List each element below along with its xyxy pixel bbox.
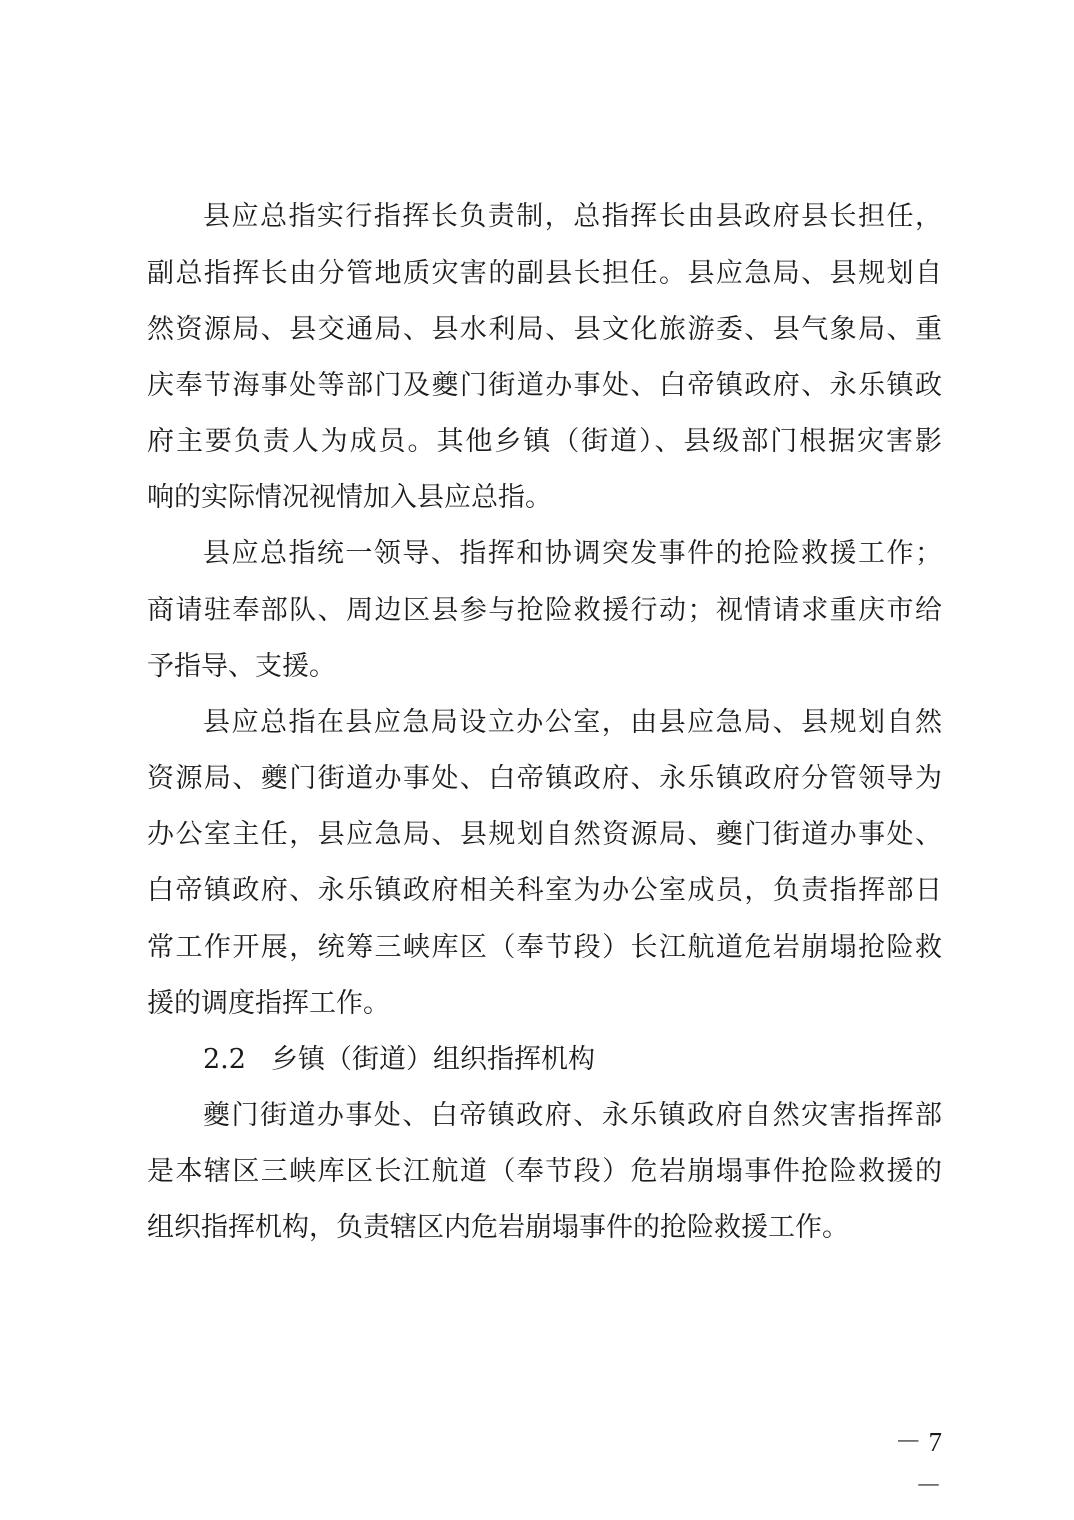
text-line: 常工作开展，统筹三峡库区（奉节段）长江航道危岩崩塌抢险救 xyxy=(147,932,942,963)
page-number: － 7 － xyxy=(894,1427,942,1501)
text-line: 组织指挥机构，负责辖区内危岩崩塌事件的抢险救援工作。 xyxy=(147,1212,849,1243)
text-line: 商请驻奉部队、周边区县参与抢险救援行动；视情请求重庆市给 xyxy=(147,595,942,626)
text-line: 资源局、夔门街道办事处、白帝镇政府、永乐镇政府分管领导为 xyxy=(147,763,942,794)
text-line: 夔门街道办事处、白帝镇政府、永乐镇政府自然灾害指挥部 xyxy=(203,1100,942,1131)
text-line: 庆奉节海事处等部门及夔门街道办事处、白帝镇政府、永乐镇政 xyxy=(147,370,942,401)
text-line: 然资源局、县交通局、县水利局、县文化旅游委、县气象局、重 xyxy=(147,314,942,345)
section-heading xyxy=(203,1038,595,1082)
text-line: 援的调度指挥工作。 xyxy=(147,988,390,1019)
text-line: 是本辖区三峡库区长江航道（奉节段）危岩崩塌事件抢险救援的 xyxy=(147,1156,942,1187)
text-line: 县应总指在县应急局设立办公室，由县应急局、县规划自然 xyxy=(203,707,942,738)
text-line: 县应总指统一领导、指挥和协调突发事件的抢险救援工作； xyxy=(203,538,942,569)
text-line: 副总指挥长由分管地质灾害的副县长担任。县应急局、县规划自 xyxy=(147,258,942,289)
text-line: 办公室主任，县应急局、县规划自然资源局、夔门街道办事处、 xyxy=(147,819,942,850)
text-line: 白帝镇政府、永乐镇政府相关科室为办公室成员，负责指挥部日 xyxy=(147,875,942,906)
text-line: 县应总指实行指挥长负责制，总指挥长由县政府县长担任， xyxy=(203,201,942,232)
text-line: 响的实际情况视情加入县应总指。 xyxy=(147,482,552,513)
section-number: 2.2 xyxy=(203,1044,246,1075)
section-title: 乡镇（街道）组织指挥机构 xyxy=(271,1044,595,1075)
text-line: 府主要负责人为成员。其他乡镇（街道）、县级部门根据灾害影 xyxy=(147,426,942,457)
text-line: 予指导、支援。 xyxy=(147,651,336,682)
